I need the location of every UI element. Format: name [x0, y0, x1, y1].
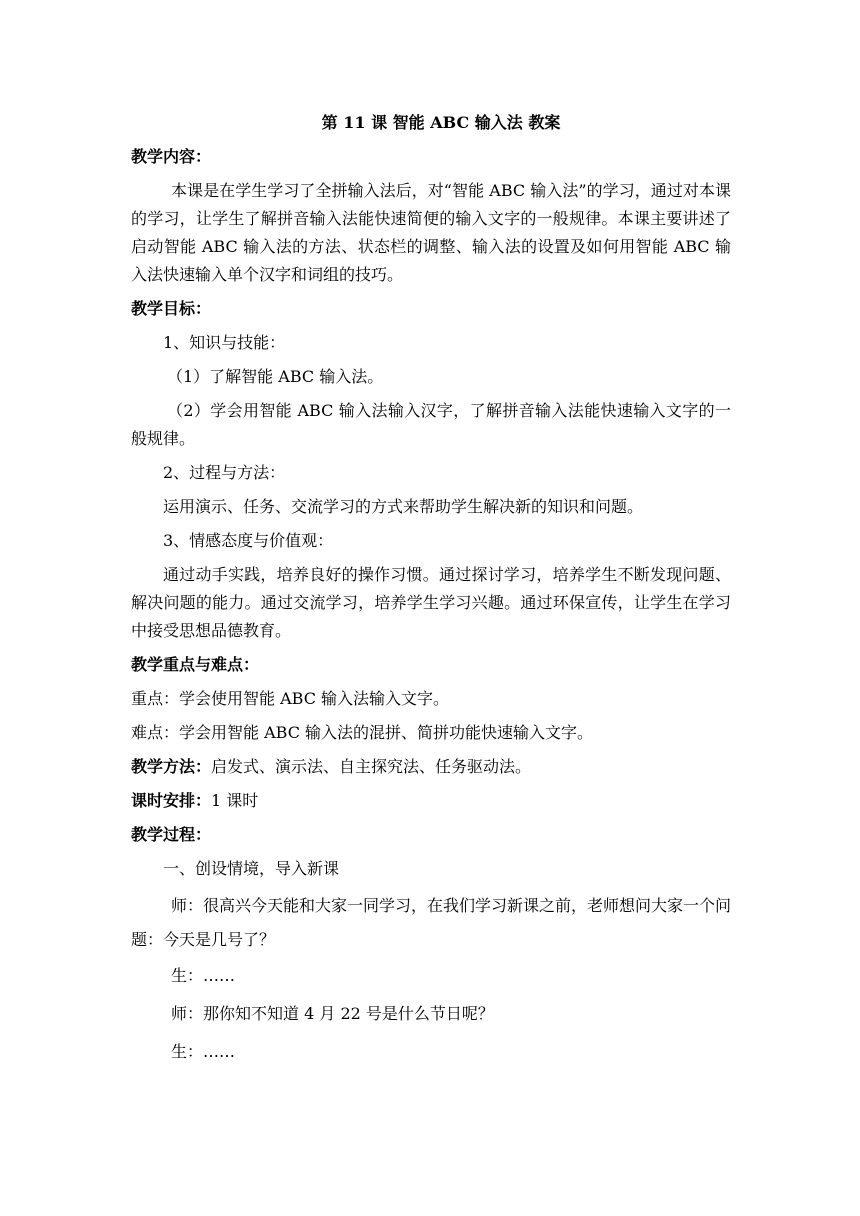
goal-2-text: 运用演示、任务、交流学习的方式来帮助学生解决新的知识和问题。: [163, 497, 644, 516]
time-line: [131, 787, 731, 815]
goal-1-b: （2）学会用智能 ABC 输入法输入汉字，了解拼音输入法能快速输入文字的一般规律。: [131, 401, 731, 448]
time-label: 课时安排：: [131, 791, 212, 810]
method-line: [131, 753, 731, 781]
goal-1-title: 1、知识与技能：: [163, 333, 286, 352]
goal-2-title: 2、过程与方法：: [163, 463, 286, 482]
dialog-teacher-1: 师：很高兴今天能和大家一同学习，在我们学习新课之前，老师想问大家一个问题：今天是几号了？: [131, 896, 732, 949]
content-paragraph: 本课是在学生学习了全拼输入法后，对“智能 ABC 输入法”的学习，通过对本课的学习，让学生了解拼音输入法能快速简便的输入文字的一般规律。本课主要讲述了启动智能 ABC 输入法的方法、状态栏的调整、输入法的设置及如何用智能 ABC 输入法快速输入单个汉字和词组的技巧。: [131, 181, 731, 284]
goal-3-title: 3、情感态度与价值观：: [163, 531, 334, 550]
process-step-1: 一、创设情境，导入新课: [163, 859, 340, 878]
goal-3-text: 通过动手实践，培养良好的操作习惯。通过探讨学习，培养学生不断发现问题、解决问题的能力。通过交流学习，培养学生学习兴趣。通过环保宣传，让学生在学习中接受思想品德教育。: [131, 565, 731, 640]
method-text: 启发式、演示法、自主探究法、任务驱动法。: [211, 757, 532, 776]
dialog-student-2: 生：……: [171, 1042, 236, 1061]
page-title: 第 11 课 智能 ABC 输入法 教案: [321, 113, 561, 132]
time-text: 1 课时: [211, 791, 259, 810]
dialog-teacher-2: 师：那你知不知道 4 月 22 号是什么节日呢？: [171, 1004, 494, 1023]
dialog-student-1: 生：……: [171, 966, 236, 985]
difficult-point: 难点：学会用智能 ABC 输入法的混拼、简拼功能快速输入文字。: [131, 723, 594, 742]
method-label: 教学方法：: [131, 757, 212, 776]
goal-1-a: （1）了解智能 ABC 输入法。: [167, 367, 384, 386]
heading-content: 教学内容：: [131, 147, 212, 166]
heading-process: 教学过程：: [131, 825, 212, 844]
heading-key-points: 教学重点与难点：: [131, 655, 260, 674]
key-point: 重点：学会使用智能 ABC 输入法输入文字。: [131, 689, 450, 708]
heading-goals: 教学目标：: [131, 299, 212, 318]
document-body: [131, 109, 731, 1075]
